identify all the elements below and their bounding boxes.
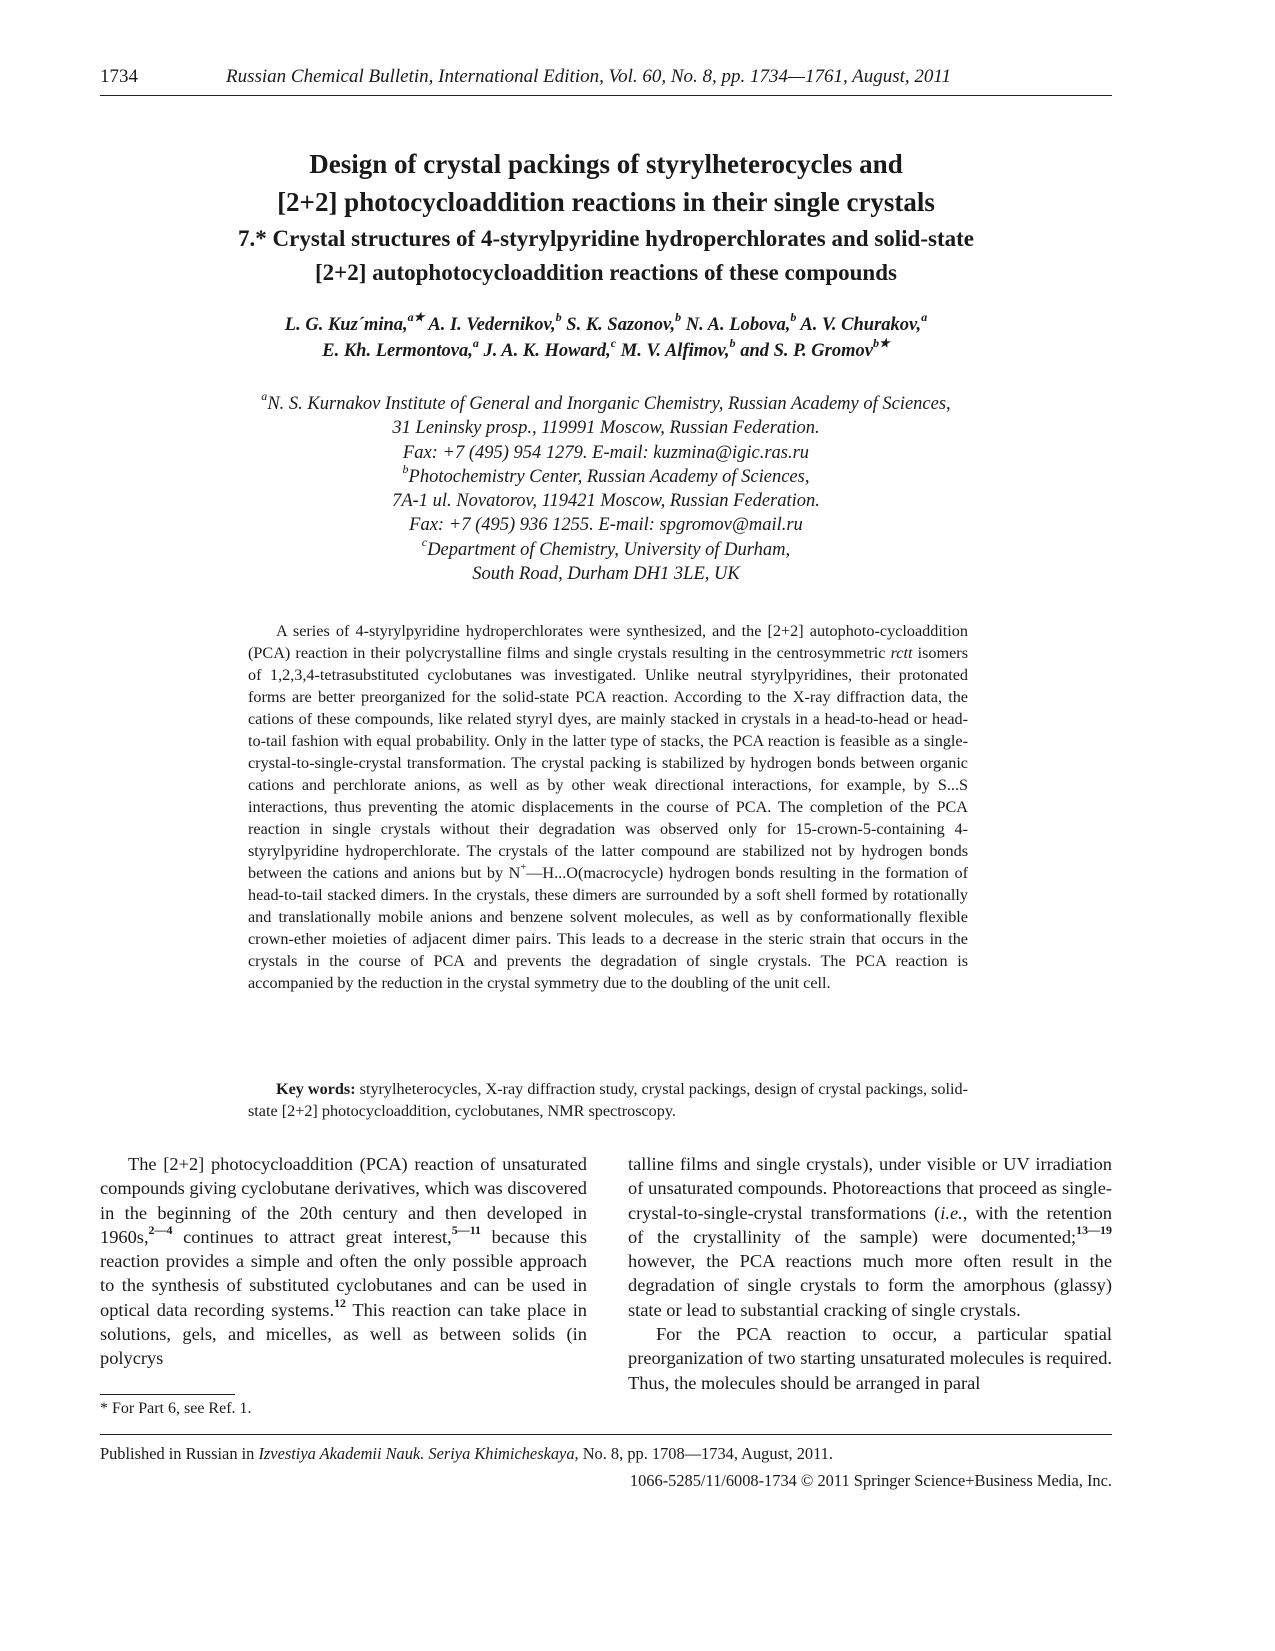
ref-sup: 5—11 bbox=[451, 1222, 481, 1237]
body-paragraph: For the PCA reaction to occur, a particular spatial preorganization of two starting unsaturated molecules is required. Thus, the molecules should be arranged in paral bbox=[628, 1324, 1112, 1393]
affiliation-text: N. S. Kurnakov Institute of General and Inorganic Chemistry, Russian Academy of Sciences, bbox=[267, 394, 951, 414]
author-sup: a bbox=[472, 336, 479, 351]
affiliation-b-line-3: Fax: +7 (495) 936 1255. E-mail: spgromov@mail.ru bbox=[409, 515, 803, 536]
keywords-text: styrylheterocycles, X-ray diffraction study, crystal packings, design of crystal packings, solid-state [2+2] photocycloaddition, cyclobutanes, NMR spectroscopy. bbox=[248, 1080, 968, 1120]
ref-sup: 12 bbox=[334, 1295, 347, 1310]
affiliation-c-line-1 bbox=[100, 534, 1112, 562]
author-name: J. A. K. Howard, bbox=[483, 341, 611, 361]
affiliation-a-line-2: 31 Leninsky prosp., 119991 Moscow, Russian Federation. bbox=[392, 418, 820, 439]
affiliation-b-line-2: 7A-1 ul. Novatorov, 119421 Moscow, Russian Federation. bbox=[392, 491, 820, 512]
abstract bbox=[248, 620, 968, 994]
ref-sup: 2—4 bbox=[148, 1222, 173, 1237]
author-sup: c bbox=[610, 336, 617, 351]
header-rule bbox=[100, 95, 1112, 96]
published-suffix: No. 8, pp. 1708—1734, August, 2011. bbox=[578, 1444, 833, 1463]
abstract-text: —H...O(macrocycle) hydrogen bonds resulting in the formation of head-to-tail stacked dimers. In the crystals, these dimers are surrounded by a soft shell formed by rotationally and translationally mobile anions and benzene solvent molecules, as well as by conformationally flexible crown-ether moieties of adjacent dimer pairs. This leads to a decrease in the steric strain that occurs in the crystals in the course of PCA and prevents the degradation of single crystals. The PCA reaction is accompanied by the reduction in the crystal symmetry due to the doubling of the unit cell. bbox=[248, 864, 968, 992]
body-text: because this reaction provides a simple and often the only possible approach to the synthesis of substituted cyclobutanes and can be used in optical data recording systems. bbox=[100, 1226, 588, 1320]
author-name: L. G. Kuz´mina, bbox=[284, 315, 408, 335]
subtitle-line-2: [2+2] autophotocycloaddition reactions of these compounds bbox=[315, 260, 897, 285]
affiliation-sup: b bbox=[402, 461, 409, 476]
footer-rule bbox=[100, 1434, 1112, 1435]
abstract-italic: rctt bbox=[890, 644, 913, 662]
keywords bbox=[248, 1078, 968, 1122]
affiliation-text: Photochemistry Center, Russian Academy of Sciences, bbox=[408, 466, 810, 487]
affiliation-a-line-1 bbox=[100, 389, 1112, 416]
author-list bbox=[100, 312, 1112, 364]
abstract-sup: + bbox=[520, 862, 527, 874]
author-sup: b★ bbox=[872, 336, 890, 351]
body-text: talline films and single crystals), under visible or UV irradiation of unsaturated compounds. Photoreactions that proceed as single-crystal-to-single-crystal transformations ( bbox=[628, 1154, 1112, 1223]
author-name: A. I. Vedernikov, bbox=[428, 315, 556, 335]
body-column-right bbox=[628, 1152, 1112, 1395]
author-name: E. Kh. Lermontova, bbox=[322, 341, 473, 361]
affiliations bbox=[100, 389, 1112, 586]
body-text: continues to attract great interest, bbox=[172, 1226, 452, 1247]
running-head: Russian Chemical Bulletin, International Edition, Vol. 60, No. 8, pp. 1734—1761, August, 2011 bbox=[226, 66, 951, 87]
author-sup: b bbox=[790, 310, 797, 325]
author-name: and S. P. Gromov bbox=[740, 341, 873, 361]
body-italic: i.e. bbox=[940, 1202, 963, 1223]
author-name: S. K. Sazonov, bbox=[566, 315, 676, 335]
footnote: * For Part 6, see Ref. 1. bbox=[100, 1400, 252, 1417]
body-text: This reaction can take place in solutions, gels, and micelles, as well as between solids (in polycrys bbox=[100, 1299, 587, 1369]
footnote-rule bbox=[100, 1394, 235, 1395]
article-title bbox=[100, 145, 1112, 289]
author-name: A. V. Churakov, bbox=[800, 315, 922, 335]
author-line-2 bbox=[100, 338, 1112, 364]
abstract-paragraph bbox=[248, 620, 968, 994]
body-column-left bbox=[100, 1152, 587, 1371]
author-line-1 bbox=[100, 312, 1112, 338]
affiliation-a-line-3: Fax: +7 (495) 954 1279. E-mail: kuzmina@igic.ras.ru bbox=[402, 442, 810, 463]
title-line-1: Design of crystal packings of styrylheterocycles and bbox=[309, 149, 903, 179]
body-paragraph bbox=[628, 1152, 1112, 1322]
author-sup: a★ bbox=[407, 310, 425, 325]
subtitle-line-1: 7.* Crystal structures of 4-styrylpyridine hydroperchlorates and solid-state bbox=[238, 226, 974, 251]
author-name: M. V. Alfimov, bbox=[620, 341, 730, 361]
title-line-2: [2+2] photocycloaddition reactions in their single crystals bbox=[277, 187, 935, 217]
body-text: The [2+2] photocycloaddition (PCA) reaction of unsaturated compounds giving cyclobutane derivatives, which was discovered in the beginning of the 20th century and then developed in 1960s, bbox=[100, 1154, 587, 1247]
page-number: 1734 bbox=[100, 66, 138, 87]
published-note bbox=[100, 1444, 833, 1464]
author-sup: b bbox=[675, 310, 682, 325]
copyright-line: 1066-5285/11/6008-1734 © 2011 Springer Science+Business Media, Inc. bbox=[629, 1471, 1112, 1490]
affiliation-sup: c bbox=[421, 534, 428, 549]
affiliation-b-line-1 bbox=[100, 461, 1112, 489]
author-sup: a bbox=[921, 310, 928, 325]
body-paragraph bbox=[100, 1152, 587, 1371]
journal-name: Izvestiya Akademii Nauk. Seriya Khimicheskaya, bbox=[258, 1444, 579, 1463]
ref-sup: 13—19 bbox=[1076, 1222, 1112, 1237]
author-name: N. A. Lobova, bbox=[685, 315, 791, 335]
affiliation-c-line-2: South Road, Durham DH1 3LE, UK bbox=[472, 564, 740, 585]
body-text: , with the retention of the crystallinity of the sample) were documented; bbox=[628, 1202, 1112, 1247]
abstract-text: A series of 4-styrylpyridine hydroperchlorates were synthesized, and the [2+2] autophoto-cycloaddition (PCA) reaction in their polycrystalline films and single crystals resulting in the centrosymmetric bbox=[248, 622, 968, 662]
affiliation-sup: a bbox=[261, 389, 268, 404]
body-text: however, the PCA reactions much more often result in the degradation of single crystals to form the amorphous (glassy) state or lead to substantial cracking of single crystals. bbox=[628, 1251, 1112, 1320]
published-prefix: Published in Russian in bbox=[100, 1444, 259, 1463]
affiliation-text: Department of Chemistry, University of Durham, bbox=[427, 539, 791, 560]
author-sup: b bbox=[729, 336, 736, 351]
author-sup: b bbox=[555, 310, 562, 325]
keywords-label: Key words: bbox=[276, 1080, 356, 1098]
abstract-text: isomers of 1,2,3,4-tetrasubstituted cyclobutanes was investigated. Unlike neutral styrylpyridines, their protonated forms are better preorganized for the solid-state PCA reaction. According to the X-ray diffraction data, the cations of these compounds, like related styryl dyes, are mainly stacked in crystals in a head-to-head or head-to-tail fashion with equal probability. Only in the latter type of stacks, the PCA reaction is feasible as a single-crystal-to-single-crystal transformation. The crystal packing is stabilized by hydrogen bonds between organic cations and perchlorate anions, as well as by other weak directional interactions, for example, by S...S interactions, thus preventing the atomic displacements in the course of PCA. The completion of the PCA reaction in single crystals without their degradation was observed only for 15-crown-5-containing 4-styrylpyridine hydroperchlorate. The crystals of the latter compound are stabilized not by hydrogen bonds between the cations and anions but by N bbox=[248, 644, 968, 882]
